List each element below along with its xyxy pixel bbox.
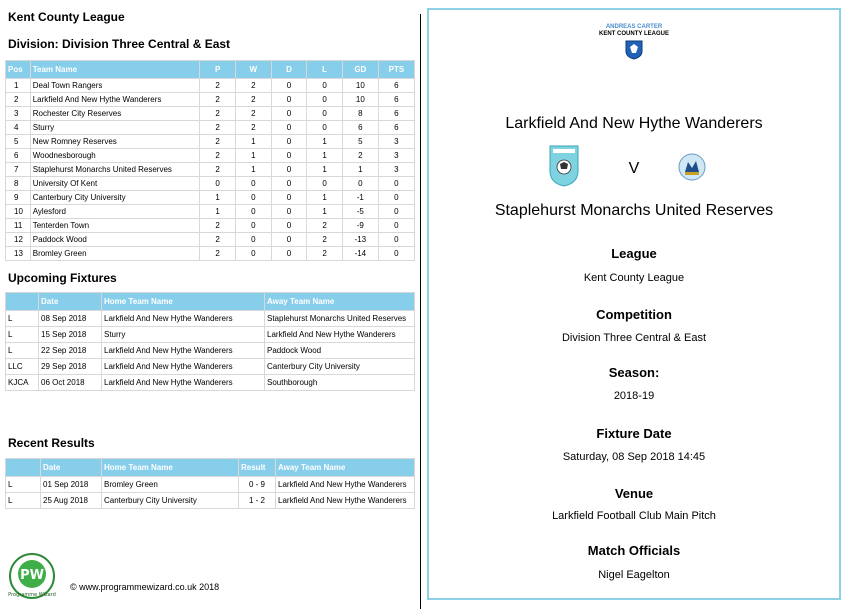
away-team-cell: Paddock Wood bbox=[265, 343, 415, 359]
pos-cell: 1 bbox=[6, 79, 31, 93]
res-col-home: Home Team Name bbox=[102, 459, 239, 477]
competition-cell: L bbox=[6, 477, 41, 493]
fixtures-table bbox=[5, 292, 415, 391]
points-cell: 0 bbox=[378, 191, 414, 205]
match-officials-value: Nigel Eagelton bbox=[598, 569, 670, 581]
fixture-row bbox=[6, 375, 415, 391]
league-table bbox=[5, 60, 415, 261]
league-crest-icon bbox=[625, 40, 643, 60]
pos-cell: 6 bbox=[6, 149, 31, 163]
venue-value: Larkfield Football Club Main Pitch bbox=[552, 510, 716, 522]
season-label: Season: bbox=[608, 365, 660, 380]
left-panel bbox=[0, 0, 418, 609]
result-cell: 1 - 2 bbox=[239, 493, 276, 509]
home-team-cell: Sturry bbox=[102, 327, 265, 343]
col-d: D bbox=[271, 61, 307, 79]
lost-cell: 1 bbox=[307, 135, 343, 149]
fixture-row bbox=[6, 343, 415, 359]
points-cell: 0 bbox=[378, 219, 414, 233]
won-cell: 2 bbox=[235, 107, 271, 121]
res-col-away: Away Team Name bbox=[276, 459, 415, 477]
date-cell: 29 Sep 2018 bbox=[39, 359, 102, 375]
fixture-row bbox=[6, 327, 415, 343]
won-cell: 0 bbox=[235, 191, 271, 205]
fixtures-title: Upcoming Fixtures bbox=[8, 271, 117, 285]
points-cell: 3 bbox=[378, 163, 414, 177]
played-cell: 2 bbox=[200, 121, 236, 135]
date-cell: 08 Sep 2018 bbox=[39, 311, 102, 327]
date-cell: 06 Oct 2018 bbox=[39, 375, 102, 391]
fixture-row bbox=[6, 359, 415, 375]
pos-cell: 2 bbox=[6, 93, 31, 107]
team-name-cell: Larkfield And New Hythe Wanderers bbox=[30, 93, 200, 107]
points-cell: 0 bbox=[378, 205, 414, 219]
won-cell: 0 bbox=[235, 205, 271, 219]
team-name-cell: Aylesford bbox=[30, 205, 200, 219]
team-name-cell: Staplehurst Monarchs United Reserves bbox=[30, 163, 200, 177]
goal-diff-cell: 5 bbox=[342, 135, 378, 149]
league-table-row bbox=[6, 107, 415, 121]
league-table-row bbox=[6, 177, 415, 191]
result-row bbox=[6, 493, 415, 509]
points-cell: 6 bbox=[378, 107, 414, 121]
pos-cell: 9 bbox=[6, 191, 31, 205]
played-cell: 2 bbox=[200, 107, 236, 121]
league-table-row bbox=[6, 93, 415, 107]
league-table-row bbox=[6, 205, 415, 219]
fixture-row bbox=[6, 311, 415, 327]
pos-cell: 13 bbox=[6, 247, 31, 261]
fixture-date-value: Saturday, 08 Sep 2018 14:45 bbox=[562, 451, 706, 463]
fix-col-home: Home Team Name bbox=[102, 293, 265, 311]
won-cell: 1 bbox=[235, 163, 271, 177]
home-team-cell: Larkfield And New Hythe Wanderers bbox=[102, 311, 265, 327]
team-name-cell: Woodnesborough bbox=[30, 149, 200, 163]
competition-label: Competition bbox=[596, 307, 672, 322]
pos-cell: 12 bbox=[6, 233, 31, 247]
away-team-cell: Larkfield And New Hythe Wanderers bbox=[265, 327, 415, 343]
versus-label: V bbox=[628, 160, 640, 177]
won-cell: 0 bbox=[235, 177, 271, 191]
drawn-cell: 0 bbox=[271, 247, 307, 261]
col-gd: GD bbox=[342, 61, 378, 79]
lost-cell: 1 bbox=[307, 149, 343, 163]
played-cell: 2 bbox=[200, 163, 236, 177]
result-cell: 0 - 9 bbox=[239, 477, 276, 493]
team-name-cell: Canterbury City University bbox=[30, 191, 200, 205]
played-cell: 0 bbox=[200, 177, 236, 191]
goal-diff-cell: -9 bbox=[342, 219, 378, 233]
goal-diff-cell: -1 bbox=[342, 191, 378, 205]
team-name-cell: Tenterden Town bbox=[30, 219, 200, 233]
league-table-row bbox=[6, 149, 415, 163]
competition-cell: L bbox=[6, 327, 39, 343]
svg-text:PW: PW bbox=[20, 568, 44, 583]
fix-col-comp bbox=[6, 293, 39, 311]
team-name-cell: Rochester City Reserves bbox=[30, 107, 200, 121]
home-team-cell: Larkfield And New Hythe Wanderers bbox=[102, 343, 265, 359]
lost-cell: 0 bbox=[307, 93, 343, 107]
goal-diff-cell: -5 bbox=[342, 205, 378, 219]
lost-cell: 1 bbox=[307, 205, 343, 219]
team-name-cell: New Romney Reserves bbox=[30, 135, 200, 149]
competition-cell: L bbox=[6, 343, 39, 359]
goal-diff-cell: -13 bbox=[342, 233, 378, 247]
drawn-cell: 0 bbox=[271, 177, 307, 191]
date-cell: 22 Sep 2018 bbox=[39, 343, 102, 359]
drawn-cell: 0 bbox=[271, 135, 307, 149]
team-name-cell: Sturry bbox=[30, 121, 200, 135]
points-cell: 3 bbox=[378, 135, 414, 149]
drawn-cell: 0 bbox=[271, 163, 307, 177]
home-team-cell: Bromley Green bbox=[102, 477, 239, 493]
drawn-cell: 0 bbox=[271, 121, 307, 135]
league-table-row bbox=[6, 233, 415, 247]
col-pts: PTS bbox=[378, 61, 414, 79]
results-title: Recent Results bbox=[8, 436, 95, 450]
match-officials-label: Match Officials bbox=[587, 543, 681, 558]
lost-cell: 0 bbox=[307, 107, 343, 121]
division-title: Division: Division Three Central & East bbox=[8, 37, 231, 51]
drawn-cell: 0 bbox=[271, 205, 307, 219]
league-table-row bbox=[6, 121, 415, 135]
played-cell: 2 bbox=[200, 79, 236, 93]
results-table bbox=[5, 458, 415, 509]
goal-diff-cell: -14 bbox=[342, 247, 378, 261]
away-team-cell: Southborough bbox=[265, 375, 415, 391]
league-table-row bbox=[6, 163, 415, 177]
points-cell: 3 bbox=[378, 149, 414, 163]
competition-value: Division Three Central & East bbox=[561, 332, 707, 344]
away-team-cell: Larkfield And New Hythe Wanderers bbox=[276, 477, 415, 493]
lost-cell: 1 bbox=[307, 163, 343, 177]
goal-diff-cell: 1 bbox=[342, 163, 378, 177]
home-team-name: Larkfield And New Hythe Wanderers bbox=[505, 115, 763, 132]
drawn-cell: 0 bbox=[271, 191, 307, 205]
points-cell: 6 bbox=[378, 121, 414, 135]
league-table-row bbox=[6, 191, 415, 205]
home-team-cell: Larkfield And New Hythe Wanderers bbox=[102, 359, 265, 375]
won-cell: 1 bbox=[235, 135, 271, 149]
competition-cell: KJCA bbox=[6, 375, 39, 391]
res-col-comp bbox=[6, 459, 41, 477]
played-cell: 2 bbox=[200, 149, 236, 163]
won-cell: 0 bbox=[235, 247, 271, 261]
away-team-cell: Larkfield And New Hythe Wanderers bbox=[276, 493, 415, 509]
res-col-date: Date bbox=[41, 459, 102, 477]
lost-cell: 1 bbox=[307, 191, 343, 205]
points-cell: 0 bbox=[378, 177, 414, 191]
svg-text:Programme Wizard: Programme Wizard bbox=[8, 592, 56, 598]
won-cell: 0 bbox=[235, 219, 271, 233]
won-cell: 2 bbox=[235, 121, 271, 135]
goal-diff-cell: 8 bbox=[342, 107, 378, 121]
goal-diff-cell: 10 bbox=[342, 79, 378, 93]
played-cell: 2 bbox=[200, 247, 236, 261]
won-cell: 1 bbox=[235, 149, 271, 163]
copyright-text: © www.programmewizard.co.uk 2018 bbox=[70, 582, 220, 592]
programme-wizard-logo bbox=[8, 552, 56, 600]
lost-cell: 2 bbox=[307, 247, 343, 261]
pos-cell: 11 bbox=[6, 219, 31, 233]
date-cell: 01 Sep 2018 bbox=[41, 477, 102, 493]
lost-cell: 2 bbox=[307, 219, 343, 233]
goal-diff-cell: 2 bbox=[342, 149, 378, 163]
league-table-row bbox=[6, 219, 415, 233]
drawn-cell: 0 bbox=[271, 219, 307, 233]
played-cell: 1 bbox=[200, 205, 236, 219]
season-value: 2018-19 bbox=[613, 390, 655, 402]
played-cell: 1 bbox=[200, 191, 236, 205]
result-row bbox=[6, 477, 415, 493]
lost-cell: 0 bbox=[307, 121, 343, 135]
away-team-cell: Staplehurst Monarchs United Reserves bbox=[265, 311, 415, 327]
lost-cell: 2 bbox=[307, 233, 343, 247]
col-p: P bbox=[200, 61, 236, 79]
team-name-cell: Bromley Green bbox=[30, 247, 200, 261]
competition-cell: LLC bbox=[6, 359, 39, 375]
pos-cell: 10 bbox=[6, 205, 31, 219]
played-cell: 2 bbox=[200, 135, 236, 149]
pos-cell: 8 bbox=[6, 177, 31, 191]
date-cell: 25 Aug 2018 bbox=[41, 493, 102, 509]
competition-cell: L bbox=[6, 311, 39, 327]
played-cell: 2 bbox=[200, 93, 236, 107]
points-cell: 0 bbox=[378, 233, 414, 247]
pos-cell: 4 bbox=[6, 121, 31, 135]
drawn-cell: 0 bbox=[271, 93, 307, 107]
won-cell: 2 bbox=[235, 93, 271, 107]
points-cell: 6 bbox=[378, 79, 414, 93]
fix-col-away: Away Team Name bbox=[265, 293, 415, 311]
pos-cell: 5 bbox=[6, 135, 31, 149]
drawn-cell: 0 bbox=[271, 233, 307, 247]
drawn-cell: 0 bbox=[271, 107, 307, 121]
goal-diff-cell: 0 bbox=[342, 177, 378, 191]
match-card bbox=[427, 8, 841, 600]
col-w: W bbox=[235, 61, 271, 79]
home-team-cell: Canterbury City University bbox=[102, 493, 239, 509]
competition-cell: L bbox=[6, 493, 41, 509]
res-col-result: Result bbox=[239, 459, 276, 477]
played-cell: 2 bbox=[200, 233, 236, 247]
away-team-badge-icon bbox=[677, 152, 707, 182]
goal-diff-cell: 10 bbox=[342, 93, 378, 107]
pos-cell: 7 bbox=[6, 163, 31, 177]
col-pos: Pos bbox=[6, 61, 31, 79]
lost-cell: 0 bbox=[307, 177, 343, 191]
pos-cell: 3 bbox=[6, 107, 31, 121]
team-name-cell: Deal Town Rangers bbox=[30, 79, 200, 93]
col-l: L bbox=[307, 61, 343, 79]
drawn-cell: 0 bbox=[271, 79, 307, 93]
sponsor-line-1: ANDREAS CARTER bbox=[605, 24, 663, 30]
points-cell: 0 bbox=[378, 247, 414, 261]
goal-diff-cell: 6 bbox=[342, 121, 378, 135]
team-name-cell: University Of Kent bbox=[30, 177, 200, 191]
date-cell: 15 Sep 2018 bbox=[39, 327, 102, 343]
drawn-cell: 0 bbox=[271, 149, 307, 163]
points-cell: 6 bbox=[378, 93, 414, 107]
page-divider bbox=[420, 14, 421, 609]
away-team-name: Staplehurst Monarchs United Reserves bbox=[494, 202, 774, 219]
team-name-cell: Paddock Wood bbox=[30, 233, 200, 247]
league-title: Kent County League bbox=[8, 10, 125, 24]
league-table-row bbox=[6, 79, 415, 93]
league-value: Kent County League bbox=[583, 272, 685, 284]
won-cell: 2 bbox=[235, 79, 271, 93]
venue-label: Venue bbox=[614, 486, 654, 501]
sponsor-line-2: KENT COUNTY LEAGUE bbox=[599, 31, 669, 37]
fix-col-date: Date bbox=[39, 293, 102, 311]
lost-cell: 0 bbox=[307, 79, 343, 93]
league-table-row bbox=[6, 247, 415, 261]
home-team-cell: Larkfield And New Hythe Wanderers bbox=[102, 375, 265, 391]
col-team-name: Team Name bbox=[30, 61, 200, 79]
league-label: League bbox=[611, 246, 657, 261]
won-cell: 0 bbox=[235, 233, 271, 247]
fixture-date-label: Fixture Date bbox=[596, 426, 672, 441]
league-table-row bbox=[6, 135, 415, 149]
played-cell: 2 bbox=[200, 219, 236, 233]
away-team-cell: Canterbury City University bbox=[265, 359, 415, 375]
